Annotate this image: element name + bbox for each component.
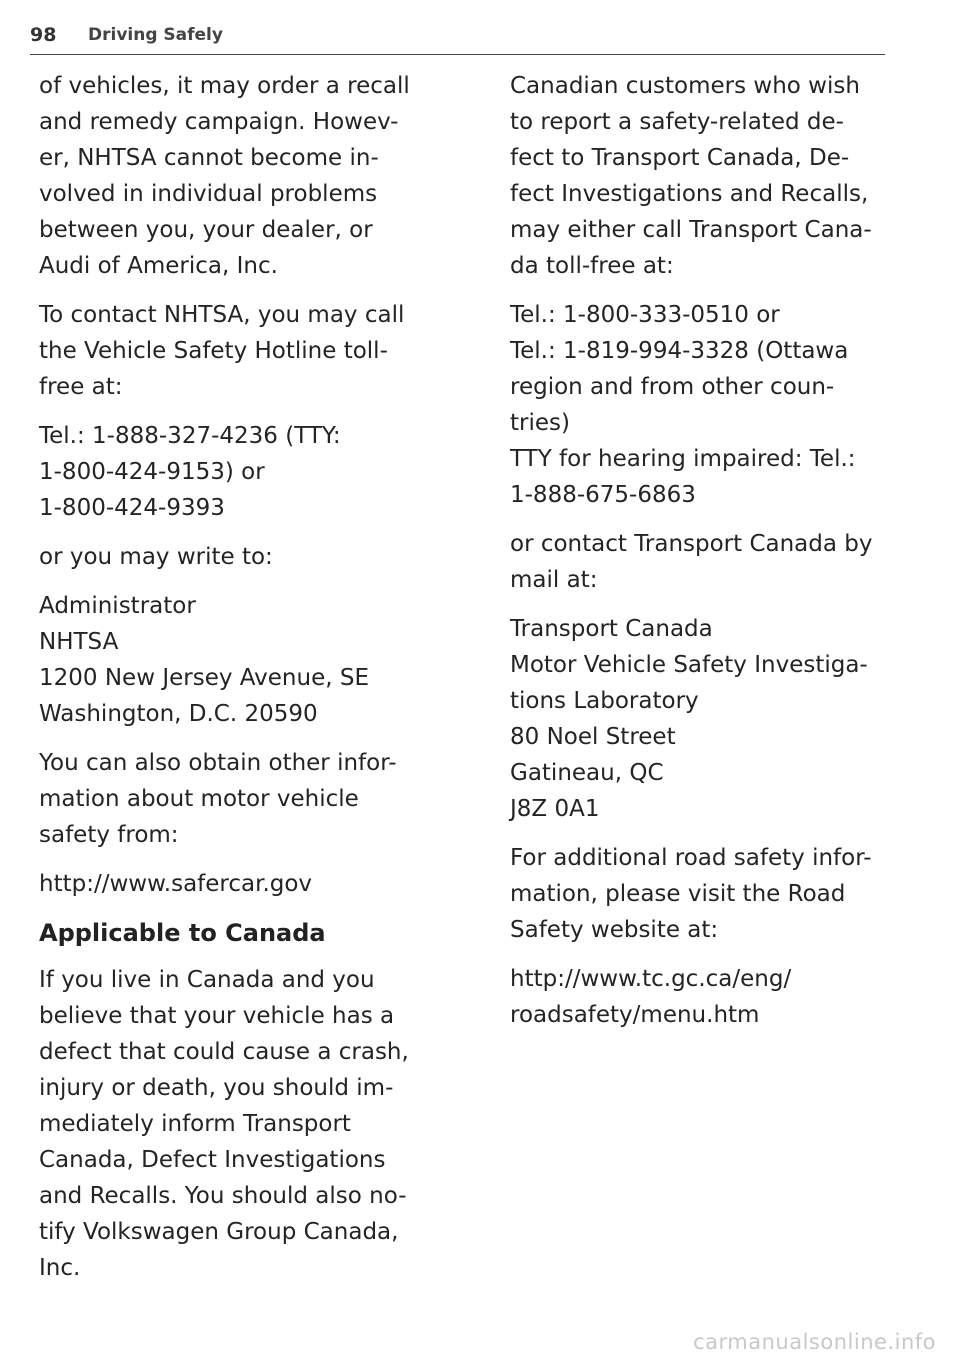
watermark: carmanualsonline.info	[693, 1330, 936, 1354]
left-column	[39, 68, 439, 1299]
page-header	[30, 24, 885, 55]
address-nhtsa: Administrator NHTSA 1200 New Jersey Avenue, SE Washington, D.C. 20590	[39, 593, 369, 727]
paragraph-road-safety: For additional road safety infor- mation, please visit the Road Safety website at:	[510, 845, 872, 943]
paragraph-contact-mail: or contact Transport Canada by mail at:	[510, 531, 873, 593]
paragraph-contact-nhtsa: To contact NHTSA, you may call the Vehicle Safety Hotline toll- free at:	[39, 302, 405, 400]
address-transport-canada: Transport Canada Motor Vehicle Safety Investiga- tions Laboratory 80 Noel Street Gatineau, QC J8Z 0A1	[510, 616, 868, 822]
link-safercar[interactable]: http://www.safercar.gov	[39, 871, 313, 897]
paragraph-recall: of vehicles, it may order a recall and remedy campaign. Howev- er, NHTSA cannot become in- volved in individual problems between you, your dealer, or Audi of America, Inc.	[39, 73, 410, 279]
paragraph-canadian-customers: Canadian customers who wish to report a safety-related de- fect to Transport Canada, De- fect Investigations and Recalls, may either call Transport Cana- da toll-free at:	[510, 73, 872, 279]
right-column	[510, 68, 900, 1046]
paragraph-phone-numbers: Tel.: 1-888-327-4236 (TTY: 1-800-424-9153) or 1-800-424-9393	[39, 423, 341, 521]
paragraph-other-info: You can also obtain other infor- mation about motor vehicle safety from:	[39, 750, 397, 848]
paragraph-canada-phones: Tel.: 1-800-333-0510 or Tel.: 1-819-994-3328 (Ottawa region and from other coun- tries) TTY for hearing impaired: Tel.: 1-888-675-6863	[510, 302, 856, 508]
paragraph-canada-defect: If you live in Canada and you believe that your vehicle has a defect that could cause a crash, injury or death, you should im- mediately inform Transport Canada, Defect Investigations and Recalls. You should also no- tify Volkswagen Group Canada, Inc.	[39, 967, 409, 1281]
page-number: 98	[30, 24, 57, 46]
heading-canada: Applicable to Canada	[39, 919, 326, 947]
link-transport-canada[interactable]: http://www.tc.gc.ca/eng/ roadsafety/menu.htm	[510, 966, 792, 1028]
paragraph-write-to: or you may write to:	[39, 544, 273, 570]
section-title: Driving Safely	[88, 25, 223, 45]
